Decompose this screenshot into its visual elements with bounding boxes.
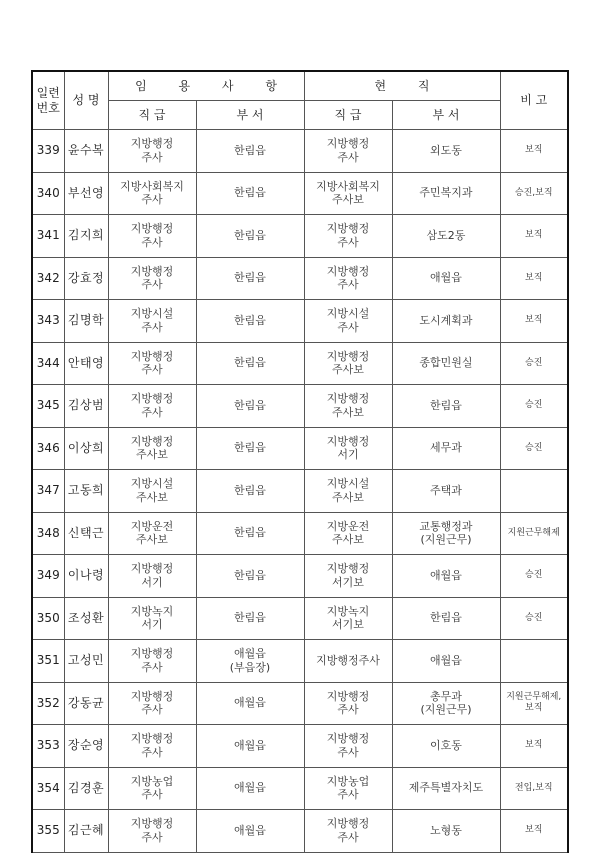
- current-dept-line: 도시계획과: [419, 313, 473, 327]
- current-dept: [392, 300, 500, 343]
- appointment-dept: [196, 470, 304, 513]
- remark: [500, 810, 568, 853]
- person-name: 이나령: [64, 555, 108, 598]
- table-row: [32, 257, 568, 300]
- current-grade-line: 서기: [337, 448, 359, 462]
- person-name: 강동균: [64, 682, 108, 725]
- remark-line: 승진: [525, 442, 543, 453]
- appointment-dept: [196, 512, 304, 555]
- remark-line: 전입,보직: [514, 782, 553, 793]
- appointment-dept: [196, 810, 304, 853]
- current-grade-line: 지방행정: [326, 392, 370, 405]
- table-row: [32, 512, 568, 555]
- header-current-grade: 직 급: [304, 101, 392, 130]
- current-grade-line: 지방녹지: [326, 604, 370, 618]
- header-serial-line2: 번호: [36, 100, 60, 115]
- remark: [500, 470, 568, 513]
- appointment-grade: [108, 172, 196, 215]
- header-appointment-dept: 부 서: [196, 101, 304, 130]
- remark: [500, 512, 568, 555]
- appointment-dept: [196, 725, 304, 768]
- current-grade-line: 주사보: [332, 193, 364, 207]
- current-grade-line: 지방행정: [326, 689, 370, 703]
- appointment-grade-line: 주사: [141, 660, 163, 674]
- current-grade-line: 지방행정: [326, 817, 370, 830]
- appointment-dept-line: 한림읍: [234, 313, 266, 327]
- appointment-dept-line: 한림읍: [234, 271, 266, 285]
- current-dept: [392, 172, 500, 215]
- appointment-grade: [108, 257, 196, 300]
- serial-number: 354: [32, 767, 64, 810]
- current-grade-line: 주사보: [332, 363, 364, 377]
- current-dept-line: 애월읍: [430, 653, 462, 667]
- appointment-dept: [196, 342, 304, 385]
- appointment-grade-line: 지방행정: [130, 562, 174, 575]
- appointment-grade-line: 지방농업: [130, 774, 174, 788]
- current-dept: [392, 555, 500, 598]
- appointment-grade: [108, 470, 196, 513]
- serial-number: 341: [32, 215, 64, 258]
- current-grade-line: 지방시설: [326, 307, 370, 320]
- serial-number: 343: [32, 300, 64, 343]
- serial-number: 355: [32, 810, 64, 853]
- appointment-dept-line: 애월읍: [234, 696, 266, 710]
- appointment-dept: [196, 555, 304, 598]
- table-row: [32, 682, 568, 725]
- current-grade: [304, 385, 392, 428]
- current-grade: [304, 640, 392, 683]
- current-dept: [392, 342, 500, 385]
- header-current-dept: 부 서: [392, 101, 500, 130]
- remark: [500, 215, 568, 258]
- appointment-grade-line: 주사: [141, 788, 163, 802]
- appointment-grade-line: 주사: [141, 235, 163, 249]
- current-dept-line: 한림읍: [430, 398, 462, 412]
- remark: [500, 130, 568, 173]
- person-name: 강효정: [64, 257, 108, 300]
- appointment-grade: [108, 300, 196, 343]
- current-grade-line: 서기보: [332, 618, 364, 632]
- current-dept: [392, 130, 500, 173]
- person-name: 고동희: [64, 470, 108, 513]
- current-grade-line: 서기보: [332, 575, 364, 589]
- current-grade-line: 주사: [337, 278, 359, 292]
- appointment-grade: [108, 767, 196, 810]
- table-row: [32, 300, 568, 343]
- remark: [500, 682, 568, 725]
- header-name: 성 명: [64, 71, 108, 130]
- current-grade-line: 주사: [337, 830, 359, 844]
- current-dept-line: 애월읍: [430, 568, 462, 582]
- table-row: [32, 385, 568, 428]
- remark-line: 보직: [525, 703, 543, 714]
- current-grade-line: 주사보: [332, 490, 364, 504]
- appointment-grade-line: 주사: [141, 193, 163, 207]
- appointment-grade-line: 지방행정: [130, 222, 174, 235]
- serial-number: 339: [32, 130, 64, 173]
- table-row: [32, 555, 568, 598]
- person-name: 고성민: [64, 640, 108, 683]
- table-row: [32, 172, 568, 215]
- header-current-position: 현 직: [304, 71, 500, 101]
- remark: [500, 640, 568, 683]
- person-name: 김근혜: [64, 810, 108, 853]
- appointment-dept-line: 애월읍: [234, 781, 266, 795]
- appointment-grade: [108, 725, 196, 768]
- remark: [500, 555, 568, 598]
- current-grade: [304, 725, 392, 768]
- header-appointment: 임 용 사 항: [108, 71, 304, 101]
- current-grade-line: 지방행정주사: [316, 653, 380, 667]
- remark: [500, 725, 568, 768]
- appointment-grade: [108, 682, 196, 725]
- person-name: 김명학: [64, 300, 108, 343]
- current-dept: [392, 215, 500, 258]
- appointment-grade: [108, 512, 196, 555]
- appointment-dept-line: 한림읍: [234, 228, 266, 242]
- serial-number: 347: [32, 470, 64, 513]
- serial-number: 352: [32, 682, 64, 725]
- table-row: [32, 470, 568, 513]
- appointment-dept-line: 한림읍: [234, 441, 266, 455]
- current-grade-line: 주사: [337, 745, 359, 759]
- appointment-dept-line: 한림읍: [234, 398, 266, 412]
- appointment-grade: [108, 342, 196, 385]
- serial-number: 340: [32, 172, 64, 215]
- person-name: 신택근: [64, 512, 108, 555]
- current-dept-line: 삼도2동: [426, 228, 466, 242]
- appointment-dept-line: 한림읍: [234, 526, 266, 540]
- current-grade: [304, 300, 392, 343]
- current-grade-line: 지방행정: [326, 349, 370, 363]
- current-grade: [304, 130, 392, 173]
- current-grade: [304, 172, 392, 215]
- appointment-dept-line: 한림읍: [234, 356, 266, 370]
- appointment-grade-line: 주사: [141, 745, 163, 759]
- person-name: 장순영: [64, 725, 108, 768]
- table-row: [32, 427, 568, 470]
- appointment-dept-line: 한림읍: [234, 483, 266, 497]
- current-dept: [392, 427, 500, 470]
- remark-line: 보직: [525, 230, 543, 241]
- appointment-dept-line: 한림읍: [234, 143, 266, 157]
- appointment-grade: [108, 427, 196, 470]
- current-grade-line: 지방시설: [326, 477, 370, 490]
- appointment-grade-line: 지방행정: [130, 434, 174, 448]
- current-dept-line: 이호동: [430, 738, 462, 752]
- current-grade-line: 주사: [337, 150, 359, 164]
- serial-number: 346: [32, 427, 64, 470]
- remark-line: 보직: [525, 145, 543, 156]
- current-dept-line: 주민복지과: [419, 186, 473, 200]
- appointment-grade-line: 지방시설: [130, 307, 174, 320]
- remark-line: 승진: [525, 570, 543, 581]
- current-grade: [304, 512, 392, 555]
- current-dept: [392, 682, 500, 725]
- appointment-grade: [108, 597, 196, 640]
- appointment-grade-line: 지방사회복지: [120, 179, 184, 193]
- appointment-grade-line: 주사보: [136, 448, 168, 462]
- current-grade-line: 지방행정: [326, 264, 370, 278]
- current-dept-line: 세무과: [430, 441, 462, 455]
- appointment-grade-line: 지방행정: [130, 264, 174, 278]
- current-grade: [304, 257, 392, 300]
- appointment-dept: [196, 257, 304, 300]
- remark: [500, 385, 568, 428]
- appointment-grade-line: 지방행정: [130, 817, 174, 830]
- appointment-grade: [108, 555, 196, 598]
- current-dept: [392, 512, 500, 555]
- appointment-dept: [196, 300, 304, 343]
- current-grade-line: 주사보: [332, 533, 364, 547]
- current-grade: [304, 682, 392, 725]
- table-row: [32, 725, 568, 768]
- current-grade-line: 주사: [337, 320, 359, 334]
- appointment-dept: [196, 130, 304, 173]
- current-grade-line: 주사: [337, 703, 359, 717]
- appointment-dept: [196, 215, 304, 258]
- current-dept: [392, 640, 500, 683]
- remark-line: 승진,보직: [514, 187, 553, 198]
- serial-number: 350: [32, 597, 64, 640]
- current-dept: [392, 810, 500, 853]
- appointment-dept-line: 한림읍: [234, 611, 266, 625]
- current-dept: [392, 725, 500, 768]
- remark: [500, 427, 568, 470]
- current-grade-line: 지방행정: [326, 137, 370, 150]
- current-dept-line: 총무과: [430, 689, 462, 703]
- appointment-grade-line: 지방행정: [130, 689, 174, 703]
- appointment-grade-line: 지방행정: [130, 137, 174, 150]
- remark: [500, 172, 568, 215]
- person-name: 안태영: [64, 342, 108, 385]
- remark-line: 보직: [525, 272, 543, 283]
- person-name: 김지희: [64, 215, 108, 258]
- appointment-grade-line: 주사보: [136, 490, 168, 504]
- table-row: [32, 640, 568, 683]
- appointment-dept: [196, 597, 304, 640]
- current-dept-line: 한림읍: [430, 611, 462, 625]
- current-grade: [304, 597, 392, 640]
- remark-line: 승진: [525, 400, 543, 411]
- current-grade-line: 지방운전: [326, 519, 370, 533]
- serial-number: 345: [32, 385, 64, 428]
- current-grade: [304, 427, 392, 470]
- appointment-dept-line: (부읍장): [229, 660, 271, 674]
- header-serial-line1: 일련: [36, 85, 60, 100]
- appointment-grade: [108, 215, 196, 258]
- remark-line: 지원근무해제,: [506, 692, 562, 702]
- table-body: [32, 130, 568, 853]
- appointment-grade: [108, 810, 196, 853]
- serial-number: 342: [32, 257, 64, 300]
- header-remark: 비 고: [500, 71, 568, 130]
- current-dept-line: 애월읍: [430, 271, 462, 285]
- current-dept-line: 노형동: [430, 823, 462, 837]
- appointment-dept: [196, 427, 304, 470]
- current-grade-line: 지방행정: [326, 732, 370, 745]
- appointment-dept: [196, 640, 304, 683]
- person-name: 윤수복: [64, 130, 108, 173]
- current-grade: [304, 342, 392, 385]
- person-name: 김상범: [64, 385, 108, 428]
- header-appointment-grade: 직 급: [108, 101, 196, 130]
- appointment-grade-line: 지방행정: [130, 732, 174, 745]
- current-dept-line: 종합민원실: [419, 356, 473, 370]
- appointment-grade-line: 지방녹지: [130, 604, 174, 618]
- appointment-dept-line: 한림읍: [234, 186, 266, 200]
- current-dept: [392, 257, 500, 300]
- remark-line: 지원근무해제: [507, 527, 560, 538]
- serial-number: 351: [32, 640, 64, 683]
- appointment-grade-line: 지방시설: [130, 477, 174, 490]
- current-grade-line: 주사보: [332, 405, 364, 419]
- current-dept-line: (지원근무): [420, 703, 472, 717]
- personnel-table: [31, 70, 569, 853]
- remark-line: 보직: [525, 315, 543, 326]
- current-grade: [304, 555, 392, 598]
- current-grade-line: 주사: [337, 788, 359, 802]
- current-grade-line: 지방농업: [326, 774, 370, 788]
- current-grade-line: 지방사회복지: [316, 179, 380, 193]
- current-dept-line: 외도동: [430, 143, 462, 157]
- appointment-grade: [108, 640, 196, 683]
- appointment-grade-line: 주사보: [136, 533, 168, 547]
- remark-line: 보직: [525, 740, 543, 751]
- header-serial-no: [32, 71, 64, 130]
- appointment-grade-line: 서기: [141, 575, 163, 589]
- appointment-grade-line: 서기: [141, 618, 163, 632]
- appointment-grade-line: 지방운전: [130, 519, 174, 533]
- appointment-grade-line: 주사: [141, 830, 163, 844]
- person-name: 조성환: [64, 597, 108, 640]
- appointment-grade-line: 주사: [141, 363, 163, 377]
- serial-number: 353: [32, 725, 64, 768]
- person-name: 부선영: [64, 172, 108, 215]
- appointment-dept: [196, 385, 304, 428]
- appointment-grade: [108, 385, 196, 428]
- current-dept-line: 주택과: [430, 483, 462, 497]
- current-dept: [392, 385, 500, 428]
- appointment-grade-line: 지방행정: [130, 349, 174, 363]
- remark-line: 승진: [525, 357, 543, 368]
- current-grade: [304, 810, 392, 853]
- appointment-grade-line: 지방행정: [130, 647, 174, 660]
- table-row: [32, 215, 568, 258]
- appointment-dept-line: 애월읍: [234, 738, 266, 752]
- remark: [500, 300, 568, 343]
- remark-line: 보직: [525, 825, 543, 836]
- remark: [500, 257, 568, 300]
- current-dept: [392, 470, 500, 513]
- appointment-dept-line: 애월읍: [234, 823, 266, 837]
- current-grade: [304, 470, 392, 513]
- current-dept-line: (지원근무): [420, 533, 472, 547]
- appointment-grade-line: 주사: [141, 278, 163, 292]
- current-grade-line: 지방행정: [326, 222, 370, 235]
- table-row: [32, 767, 568, 810]
- table-row: [32, 810, 568, 853]
- current-dept: [392, 767, 500, 810]
- person-name: 이상희: [64, 427, 108, 470]
- remark: [500, 767, 568, 810]
- remark: [500, 342, 568, 385]
- current-grade: [304, 215, 392, 258]
- remark: [500, 597, 568, 640]
- appointment-dept: [196, 767, 304, 810]
- appointment-grade-line: 주사: [141, 150, 163, 164]
- appointment-dept: [196, 172, 304, 215]
- remark-line: 승진: [525, 612, 543, 623]
- appointment-dept-line: 애월읍: [234, 647, 266, 660]
- current-dept-line: 교통행정과: [419, 519, 473, 533]
- appointment-grade-line: 지방행정: [130, 392, 174, 405]
- appointment-grade: [108, 130, 196, 173]
- table-row: [32, 130, 568, 173]
- current-grade-line: 지방행정: [326, 562, 370, 575]
- current-grade: [304, 767, 392, 810]
- current-grade-line: 지방행정: [326, 434, 370, 448]
- appointment-grade-line: 주사: [141, 703, 163, 717]
- serial-number: 344: [32, 342, 64, 385]
- current-dept-line: 제주특별자치도: [408, 781, 484, 795]
- appointment-grade-line: 주사: [141, 405, 163, 419]
- table-row: [32, 597, 568, 640]
- serial-number: 348: [32, 512, 64, 555]
- current-grade-line: 주사: [337, 235, 359, 249]
- serial-number: 349: [32, 555, 64, 598]
- current-dept: [392, 597, 500, 640]
- appointment-dept: [196, 682, 304, 725]
- person-name: 김경훈: [64, 767, 108, 810]
- table-row: [32, 342, 568, 385]
- appointment-grade-line: 주사: [141, 320, 163, 334]
- appointment-dept-line: 한림읍: [234, 568, 266, 582]
